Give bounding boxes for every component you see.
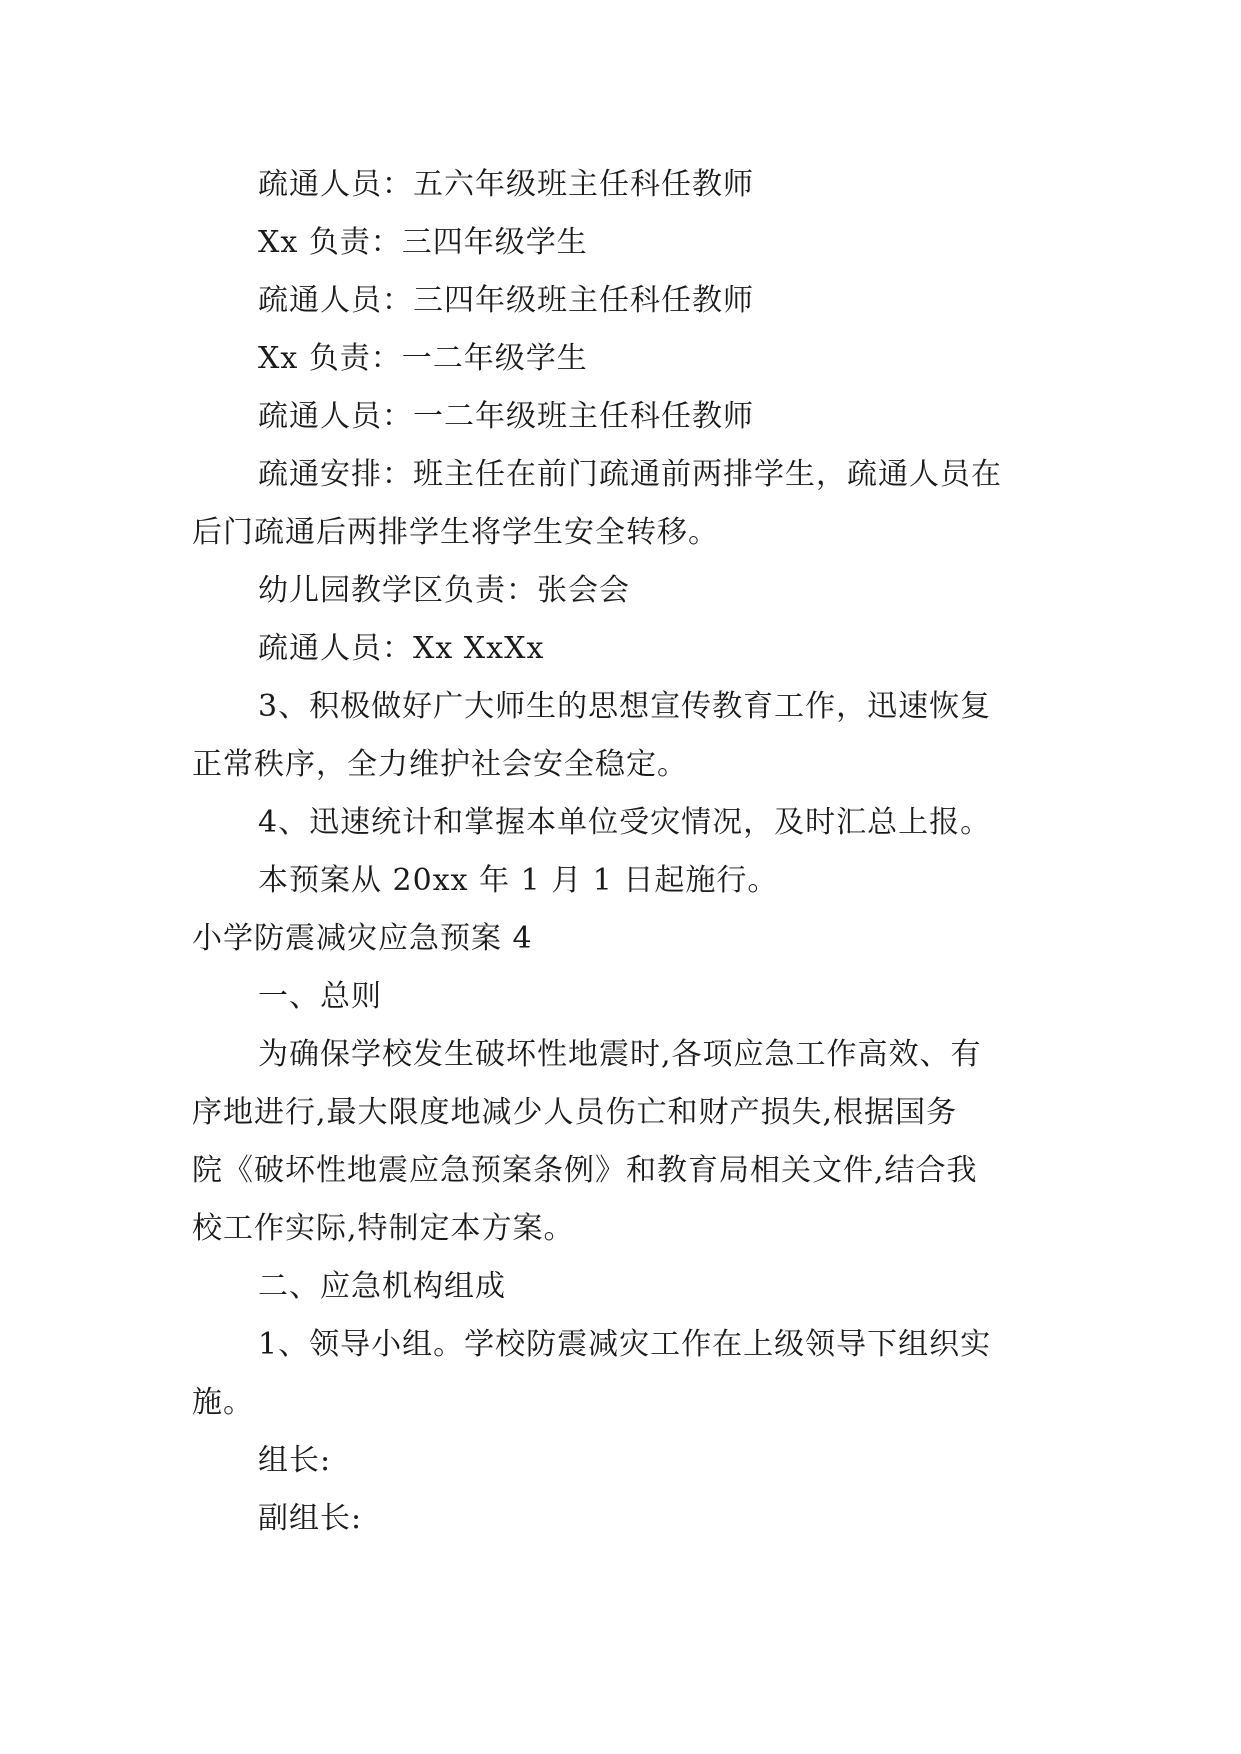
text-line: 1、领导小组。学校防震减灾工作在上级领导下组织实 [258,1327,992,1362]
text-line: 幼儿园教学区负责：张会会 [258,573,630,608]
text-line: Xx 负责：一二年级学生 [258,341,588,376]
text-line: 院《破坏性地震应急预案条例》和教育局相关文件,结合我 [192,1153,978,1188]
text-line: 序地进行,最大限度地减少人员伤亡和财产损失,根据国务 [192,1095,958,1130]
text-line: 疏通人员：三四年级班主任科任教师 [258,283,754,318]
text-line: 后门疏通后两排学生将学生安全转移。 [192,515,719,550]
text-line: 4、迅速统计和掌握本单位受灾情况，及时汇总上报。 [258,805,992,840]
text-line: 副组长: [258,1501,363,1536]
text-line: 疏通人员：Xx XxXx [258,631,545,666]
text-line: 疏通人员：一二年级班主任科任教师 [258,399,754,434]
text-line: 疏通安排：班主任在前门疏通前两排学生，疏通人员在 [258,457,1002,492]
text-line: 本预案从 20xx 年 1 月 1 日起施行。 [258,863,779,898]
text-line: 一、总则 [258,979,382,1014]
section-heading: 小学防震减灾应急预案 4 [192,921,533,956]
text-line: 校工作实际,特制定本方案。 [192,1211,575,1246]
text-line: 正常秩序，全力维护社会安全稳定。 [192,747,688,782]
text-line: 二、应急机构组成 [258,1269,506,1304]
text-line: 组长: [258,1443,332,1478]
text-line: 3、积极做好广大师生的思想宣传教育工作，迅速恢复 [258,689,992,724]
text-line: 施。 [192,1385,254,1420]
text-line: 为确保学校发生破坏性地震时,各项应急工作高效、有 [258,1037,982,1072]
text-line: Xx 负责：三四年级学生 [258,225,588,260]
text-line: 疏通人员：五六年级班主任科任教师 [258,167,754,202]
